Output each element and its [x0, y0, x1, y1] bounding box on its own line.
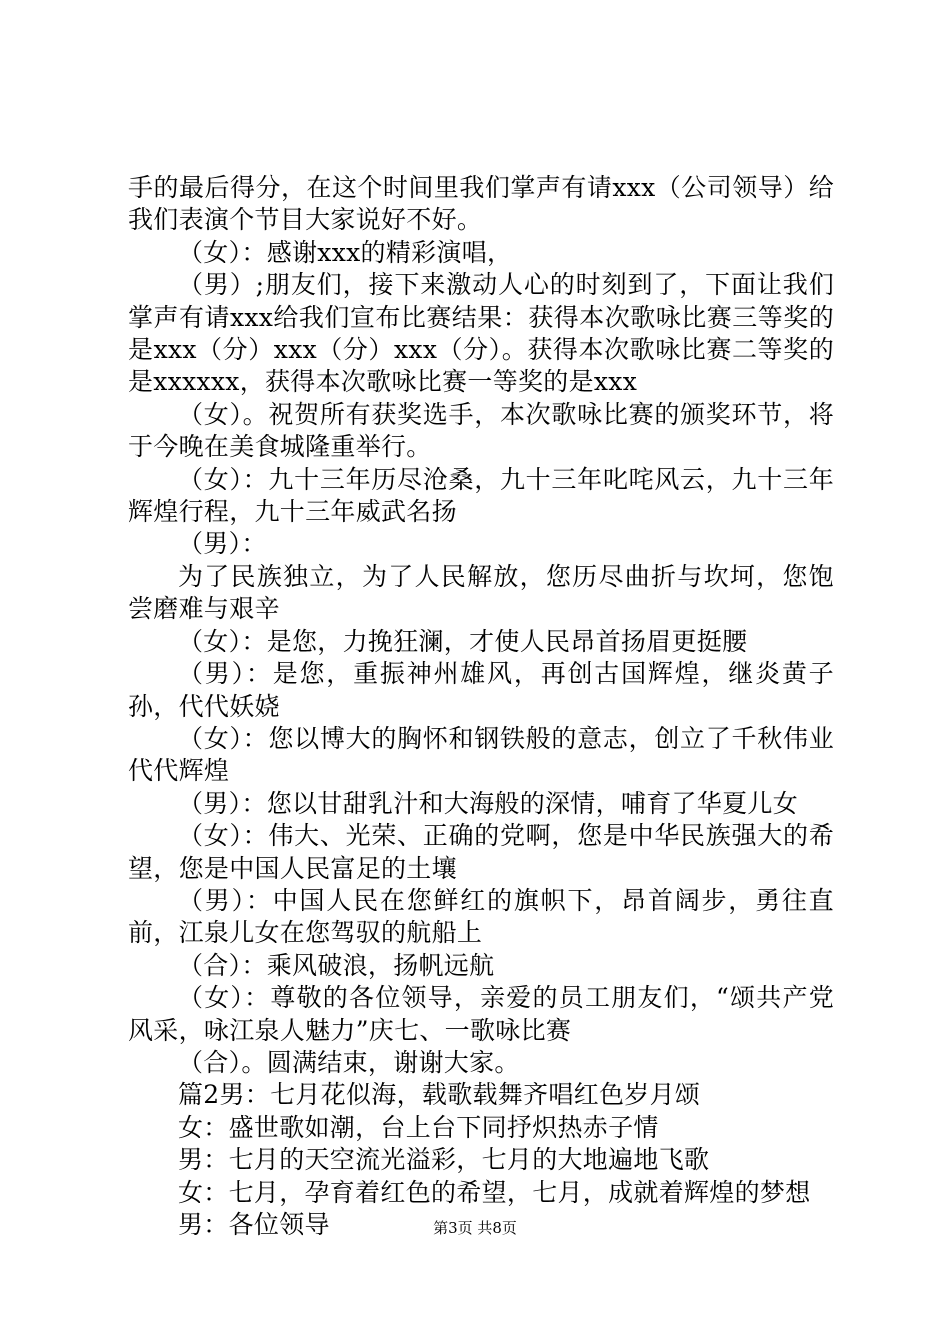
document-body — [128, 172, 834, 1241]
page-number-footer: 第3页 共8页 — [433, 1219, 517, 1237]
paragraph: （合）。圆满结束，谢谢大家。 — [178, 1047, 520, 1077]
paragraph: （女）：感谢xxx的精彩演唱， — [178, 237, 513, 267]
paragraph: （男）：您以甘甜乳汁和大海般的深情，哺育了华夏儿女 — [178, 788, 799, 818]
paragraph: 男：七月的天空流光溢彩，七月的大地遍地飞歌 — [178, 1145, 710, 1175]
paragraph: （女）：九十三年历尽沧桑，九十三年叱咤风云，九十三年辉煌行程，九十三年威武名扬 — [128, 464, 834, 527]
paragraph: （女）：是您，力挽狂澜，才使人民昂首扬眉更挺腰 — [178, 626, 748, 656]
paragraph: （女）：伟大、光荣、正确的党啊，您是中华民族强大的希望，您是中国人民富足的土壤 — [128, 821, 834, 883]
paragraph: 女：盛世歌如潮，台上台下同抒炽热赤子情 — [178, 1112, 659, 1142]
paragraph: 为了民族独立，为了人民解放，您历尽曲折与坎坷，您饱尝磨难与艰辛 — [128, 561, 834, 624]
paragraph: （男）;朋友们，接下来激动人心的时刻到了，下面让我们掌声有请xxx给我们宣布比赛结果：获得本次歌咏比赛三等奖的是xxx（分）xxx（分）xxx（分）。获得本次歌咏比赛二等奖的是xxxxxx，获得本次歌咏比赛一等奖的是xxx — [128, 270, 834, 397]
paragraph: （男）： — [178, 529, 267, 559]
paragraph: （女）：您以博大的胸怀和钢铁般的意志，创立了千秋伟业代代辉煌 — [128, 723, 834, 786]
paragraph: （女）。祝贺所有获奖选手，本次歌咏比赛的颁奖环节，将于今晚在美食城隆重举行。 — [128, 399, 834, 462]
paragraph: （合）：乘风破浪，扬帆远航 — [178, 950, 495, 980]
paragraph: 手的最后得分，在这个时间里我们掌声有请xxx（公司领导）给我们表演个节目大家说好不好。 — [128, 173, 834, 235]
paragraph: 男：各位领导 — [178, 1210, 330, 1239]
paragraph: （男）：中国人民在您鲜红的旗帜下，昂首阔步，勇往直前，江泉儿女在您驾驭的航船上 — [128, 885, 834, 948]
paragraph: （男）：是您，重振神州雄风，再创古国辉煌，继炎黄子孙，代代妖娆 — [128, 659, 834, 721]
paragraph: （女）：尊敬的各位领导，亲爱的员工朋友们，“颂共产党风采，咏江泉人魅力”庆七、一歌咏比赛 — [128, 983, 834, 1045]
paragraph: 女：七月，孕育着红色的希望，七月，成就着辉煌的梦想 — [178, 1177, 811, 1207]
paragraph: 篇2男：七月花似海，载歌载舞齐唱红色岁月颂 — [178, 1080, 701, 1110]
